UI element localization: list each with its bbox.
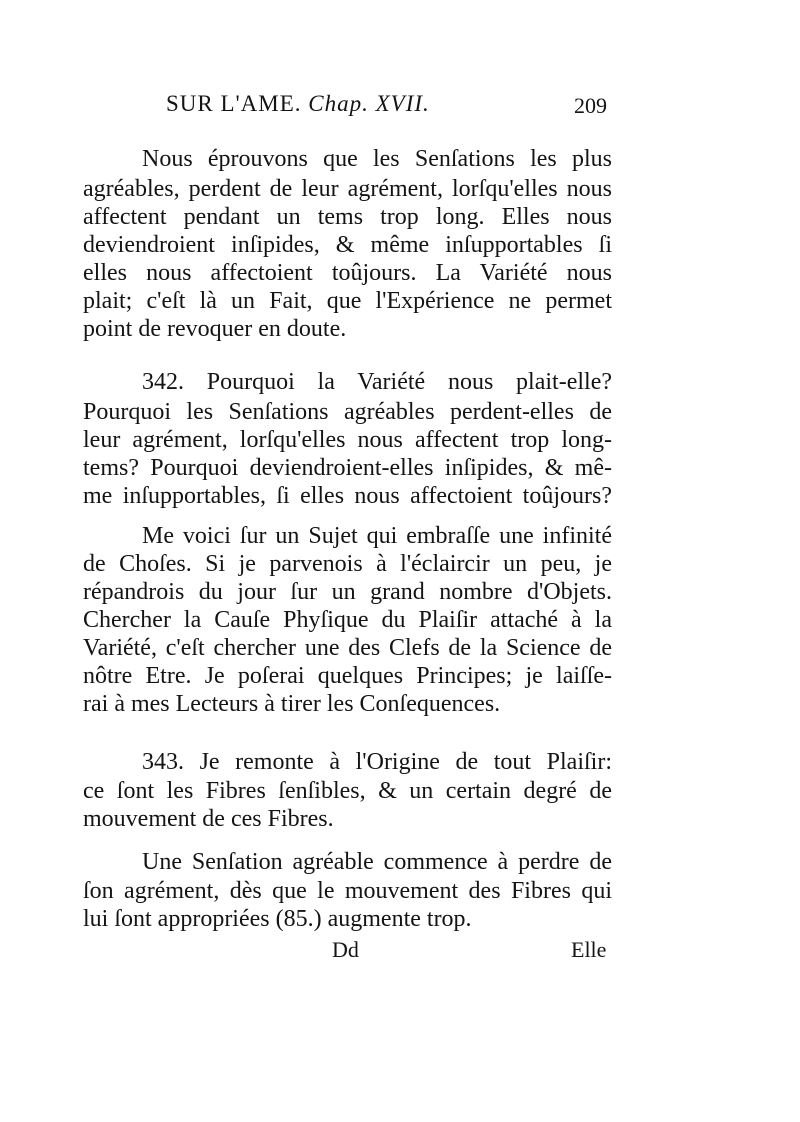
- catchword: Elle: [571, 937, 607, 962]
- body-line: elles nous affectoient toûjours. La Variété nous: [83, 260, 612, 286]
- body-line: me inſupportables, ſi elles nous affectoient toûjours?: [83, 483, 612, 509]
- body-line: nôtre Etre. Je poſerai quelques Principes; je laiſſe-: [83, 663, 612, 689]
- body-line: tems? Pourquoi deviendroient-elles inſipides, & mê-: [83, 455, 612, 481]
- body-line: Nous éprouvons que les Senſations les plus: [142, 146, 612, 172]
- body-line: deviendroient inſipides, & même inſupportables ſi: [83, 232, 612, 258]
- body-line: 343. Je remonte à l'Origine de tout Plaiſir:: [142, 749, 612, 775]
- body-line: affectent pendant un tems trop long. Elles nous: [83, 204, 612, 230]
- body-line: lui ſont appropriées (85.) augmente trop.: [83, 906, 472, 932]
- body-line: 342. Pourquoi la Variété nous plait-elle?: [142, 369, 612, 395]
- signature-mark: Dd: [332, 937, 359, 962]
- body-line: Chercher la Cauſe Phyſique du Plaiſir attaché à la: [83, 607, 612, 633]
- body-line: de Choſes. Si je parvenois à l'éclaircir un peu, je: [83, 551, 612, 577]
- body-line: répandrois du jour ſur un grand nombre d'Objets.: [83, 579, 612, 605]
- body-line: leur agrément, lorſqu'elles nous affectent trop long-: [83, 427, 612, 453]
- body-line: agréables, perdent de leur agrément, lorſqu'elles nous: [83, 176, 612, 202]
- body-line: mouvement de ces Fibres.: [83, 806, 334, 832]
- running-title: SUR L'AME.: [166, 91, 302, 116]
- body-line: ſon agrément, dès que le mouvement des Fibres qui: [83, 878, 612, 904]
- body-line: Variété, c'eſt chercher une des Clefs de la Science de: [83, 635, 612, 661]
- body-line: Me voici ſur un Sujet qui embraſſe une infinité: [142, 523, 612, 549]
- body-line: Une Senſation agréable commence à perdre de: [142, 849, 612, 875]
- body-line: ce ſont les Fibres ſenſibles, & un certain degré de: [83, 778, 612, 804]
- body-line: rai à mes Lecteurs à tirer les Conſequences.: [83, 691, 501, 717]
- body-line: plait; c'eſt là un Fait, que l'Expérience ne permet: [83, 288, 612, 314]
- body-line: Pourquoi les Senſations agréables perdent-elles de: [83, 399, 612, 425]
- running-head: [166, 90, 430, 118]
- chapter-label: Chap. XVII.: [308, 91, 430, 116]
- page-number: 209: [574, 93, 607, 118]
- body-line: point de revoquer en doute.: [83, 316, 347, 342]
